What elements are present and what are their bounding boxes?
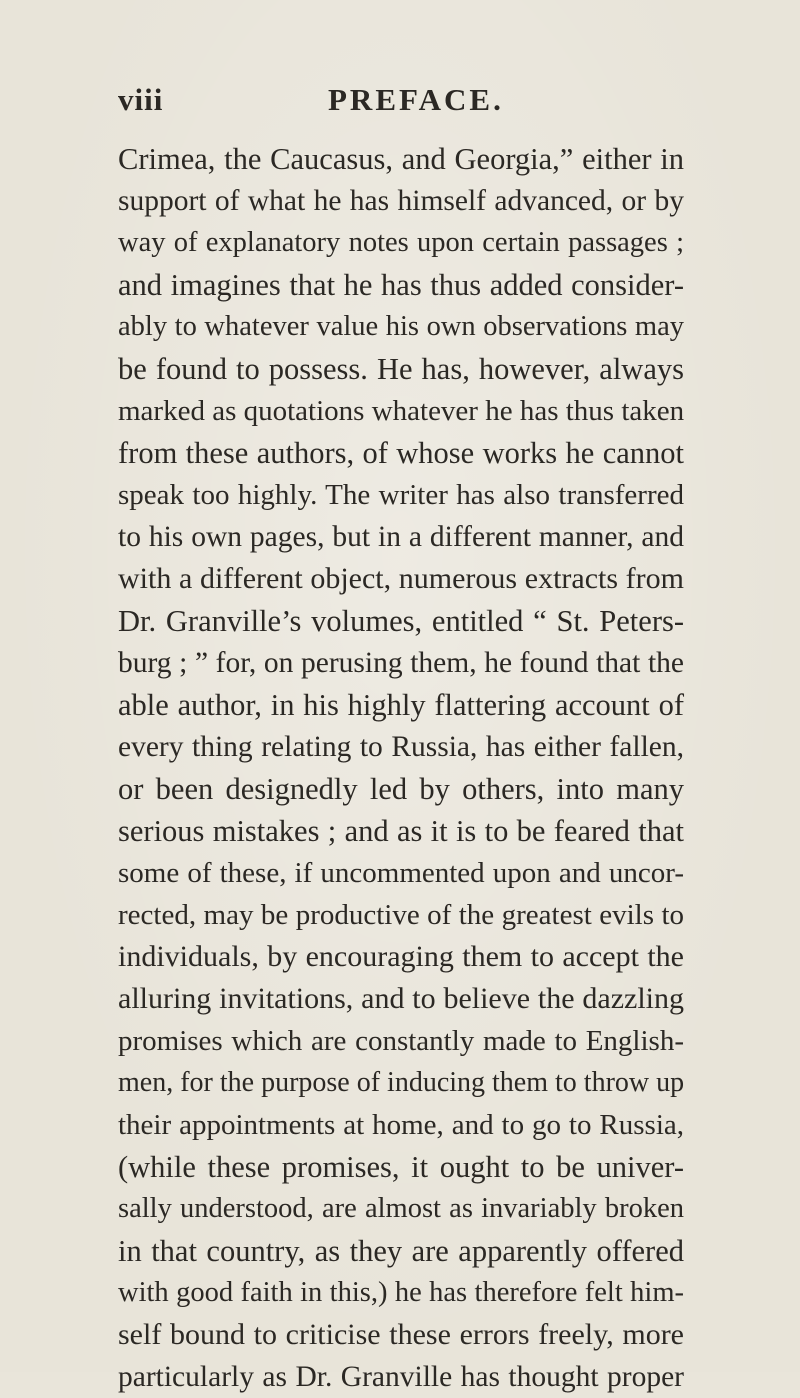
text-line: individuals, by encouraging them to accept the — [118, 940, 684, 973]
text-line: self bound to criticise these errors freely, more — [118, 1318, 684, 1351]
text-line: from these authors, of whose works he cannot — [118, 436, 684, 470]
text-line: particularly as Dr. Granville has thought proper — [118, 1361, 684, 1393]
text-line: able author, in his highly flattering account of — [118, 688, 684, 722]
text-line: (while these promises, it ought to be univer- — [118, 1150, 684, 1184]
text-line: to his own pages, but in a different manner, and — [118, 521, 684, 553]
text-line: sally understood, are almost as invariably broken — [118, 1193, 684, 1224]
text-line: rected, may be productive of the greatest evils to — [118, 899, 684, 931]
text-line: speak too highly. The writer has also transferred — [118, 479, 684, 511]
running-head: PREFACE. — [328, 82, 504, 117]
text-line: their appointments at home, and to go to Russia, — [118, 1109, 684, 1141]
text-line: alluring invitations, and to believe the dazzling — [118, 982, 684, 1015]
text-line: be found to possess. He has, however, always — [118, 352, 684, 386]
text-line: every thing relating to Russia, has either fallen, — [118, 731, 684, 763]
body-text — [118, 138, 684, 1398]
text-line: ably to whatever value his own observations may — [118, 311, 684, 342]
text-line: way of explanatory notes upon certain passages ; — [118, 227, 684, 258]
text-line: marked as quotations whatever he has thus taken — [118, 395, 685, 427]
text-line: in that country, as they are apparently offered — [118, 1234, 684, 1268]
text-line: with good faith in this,) he has therefore felt him- — [118, 1277, 684, 1308]
text-line: promises which are constantly made to English- — [118, 1025, 684, 1057]
page-number: viii — [118, 82, 164, 117]
text-line: Crimea, the Caucasus, and Georgia,” either in — [118, 142, 684, 176]
page-header — [118, 82, 758, 122]
text-line: support of what he has himself advanced, or by — [118, 185, 684, 217]
text-line: burg ; ” for, on perusing them, he found that the — [118, 647, 684, 679]
text-line: some of these, if uncommented upon and uncor- — [118, 857, 684, 889]
text-line: Dr. Granville’s volumes, entitled “ St. Peters- — [118, 604, 684, 638]
text-line: serious mistakes ; and as it is to be feared that — [118, 814, 684, 848]
text-line: or been designedly led by others, into many — [118, 772, 684, 806]
text-line: with a different object, numerous extracts from — [118, 562, 684, 595]
text-line: and imagines that he has thus added consider- — [118, 268, 684, 302]
text-line: men, for the purpose of inducing them to throw up — [118, 1067, 685, 1098]
